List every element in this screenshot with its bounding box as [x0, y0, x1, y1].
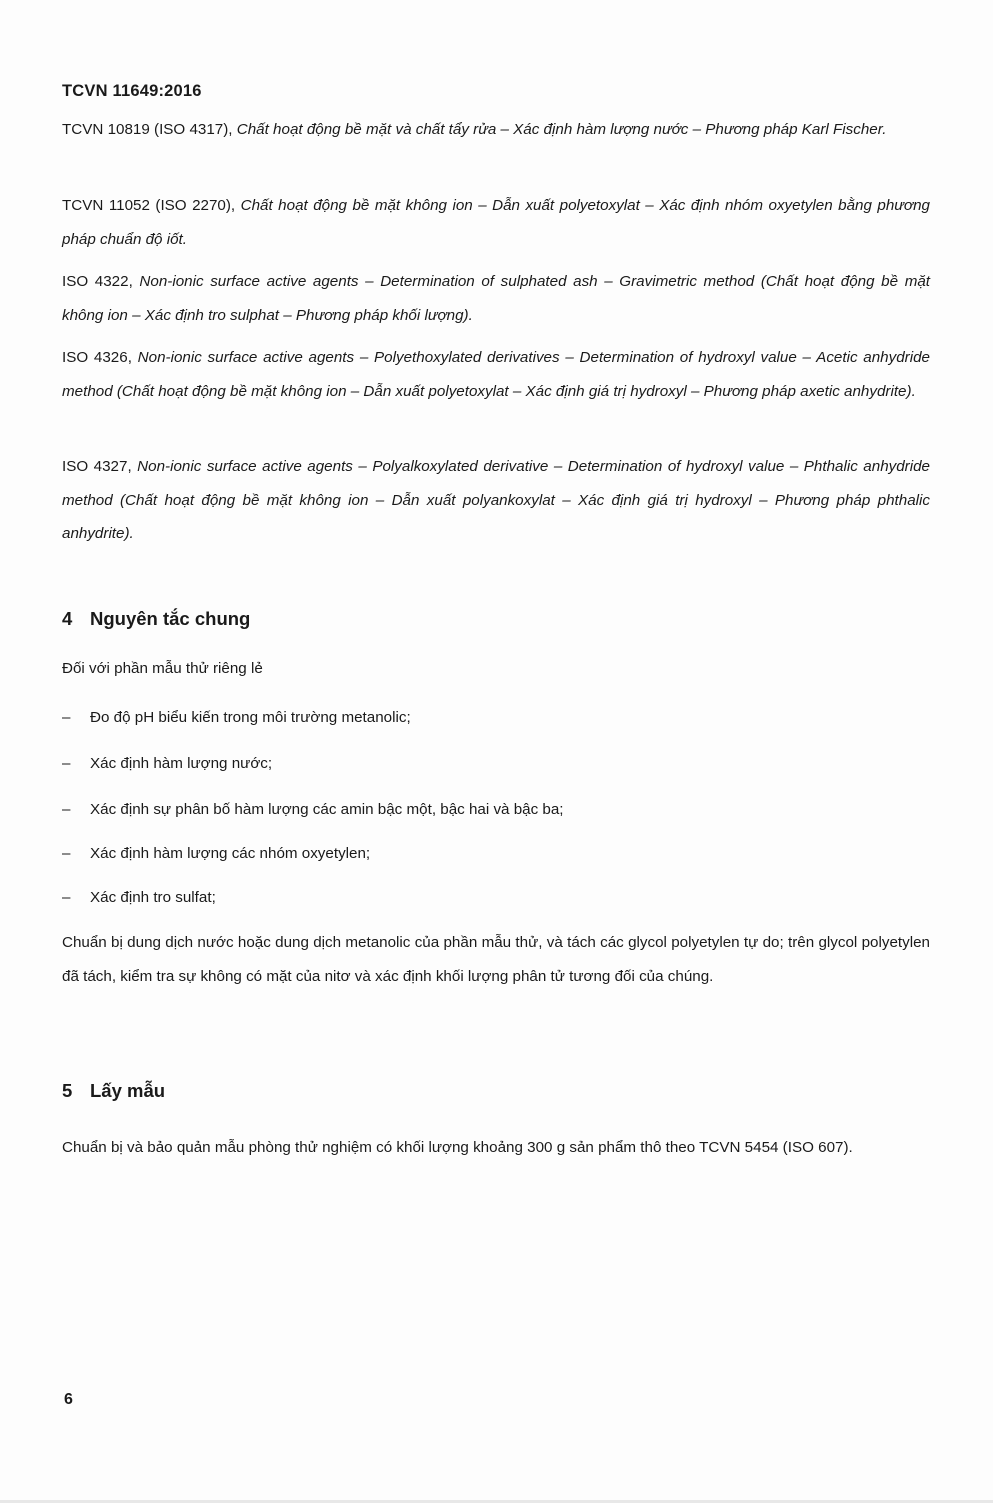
- reference-code: ISO 4322,: [62, 273, 140, 290]
- reference-item: [62, 189, 930, 256]
- section-heading-4: [62, 608, 930, 630]
- section-paragraph: Chuẩn bị dung dịch nước hoặc dung dịch metanolic của phần mẫu thử, và tách các glycol polyetylen tự do; trên glycol polyetylen đã tách, kiểm tra sự không có mặt của nitơ và xác định khối lượng phân tử tương đối của chúng.: [62, 934, 930, 985]
- reference-item: [62, 265, 930, 332]
- reference-title: Non-ionic surface active agents – Polyalkoxylated derivative – Determination of hydroxyl value – Phthalic anhydride method (Chất hoạt động bề mặt không ion – Dẫn xuất polyankoxylat – Xác định giá trị hydroxyl – Phương pháp phthalic anhydrite).: [62, 458, 931, 542]
- list-item: [62, 845, 930, 862]
- bullet-dash: –: [62, 845, 71, 862]
- list-item-text: Xác định hàm lượng các nhóm oxyetylen;: [90, 845, 371, 862]
- list-item: [62, 709, 930, 726]
- section-title: Nguyên tắc chung: [90, 608, 251, 629]
- reference-code: ISO 4327,: [62, 458, 138, 475]
- bullet-dash: –: [62, 801, 71, 818]
- reference-item: [62, 450, 930, 551]
- list-item-text: Đo độ pH biểu kiến trong môi trường metanolic;: [90, 709, 411, 726]
- list-item-text: Xác định hàm lượng nước;: [90, 755, 273, 772]
- reference-title: Non-ionic surface active agents – Polyethoxylated derivatives – Determination of hydroxyl value – Acetic anhydride method (Chất hoạt động bề mặt không ion – Dẫn xuất polyetoxylat – Xác định giá trị hydroxyl – Phương pháp axetic anhydrite).: [62, 349, 930, 400]
- bullet-dash: –: [62, 709, 71, 726]
- reference-title: Non-ionic surface active agents – Determination of sulphated ash – Gravimetric method (Chất hoạt động bề mặt không ion – Xác định tro sulphat – Phương pháp khối lượng).: [62, 273, 931, 324]
- reference-item: [62, 113, 930, 147]
- list-item: [62, 801, 930, 818]
- section-title: Lấy mẫu: [90, 1080, 166, 1101]
- bullet-dash: –: [62, 889, 71, 906]
- reference-code: TCVN 10819 (ISO 4317),: [62, 121, 237, 138]
- section-number: 4: [62, 608, 73, 629]
- bullet-dash: –: [62, 755, 71, 772]
- standard-code-header: TCVN 11649:2016: [62, 82, 202, 100]
- list-item: [62, 755, 930, 772]
- reference-item: [62, 341, 930, 408]
- reference-code: ISO 4326,: [62, 349, 138, 366]
- section-paragraph: Chuẩn bị và bảo quản mẫu phòng thử nghiệm có khối lượng khoảng 300 g sản phẩm thô theo TCVN 5454 (ISO 607).: [62, 1139, 853, 1156]
- section-intro: Đối với phần mẫu thử riêng lẻ: [62, 660, 263, 677]
- section-heading-5: [62, 1080, 930, 1102]
- reference-title: Chất hoạt động bề mặt và chất tẩy rửa – Xác định hàm lượng nước – Phương pháp Karl Fischer.: [236, 121, 887, 138]
- page-number: 6: [64, 1391, 73, 1408]
- reference-title: Chất hoạt động bề mặt không ion – Dẫn xuất polyetoxylat – Xác định nhóm oxyetylen bằng phương pháp chuẩn độ iốt.: [62, 197, 930, 248]
- section-number: 5: [62, 1080, 73, 1101]
- reference-code: TCVN 11052 (ISO 2270),: [62, 197, 241, 214]
- list-item-text: Xác định sự phân bố hàm lượng các amin bậc một, bậc hai và bậc ba;: [90, 801, 564, 818]
- list-item: [62, 889, 930, 906]
- list-item-text: Xác định tro sulfat;: [90, 889, 216, 906]
